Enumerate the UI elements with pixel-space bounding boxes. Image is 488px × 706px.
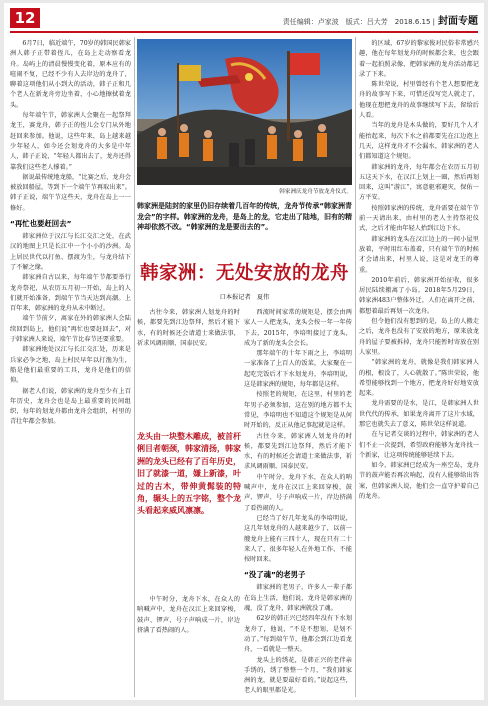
subheading: “再忙也要赶回去” bbox=[10, 219, 72, 229]
paragraph: 古往今来，韩家洲人划龙舟的时候，都要先到江边祭拜，然后才能下水，有的时候还会请道士来做法事，祈求风调雨顺、国泰民安。 bbox=[137, 309, 240, 347]
paragraph: 62岁的韩正兴已经四年没有下水划龙舟了，他说，“不是不想划，是划不动了。”每到端午节，他都会到江边看龙舟，一看就是一整天。 bbox=[244, 615, 352, 654]
byline: 口本报记者 夏伟 bbox=[219, 294, 270, 301]
paragraph: 韩家洲的老男子，许多人一辈子都在岛上生活，他们说，龙舟是韩家洲的魂，没了龙舟，韩家洲就没了魂。 bbox=[244, 584, 352, 613]
subheading: “没了魂”的老男子 bbox=[244, 570, 306, 580]
paragraph: 韩家洲的龙头在汉江边上的一间小屋里放着，平时用红布盖着，只有端午节的时候才会请出来，村里人说，这是对龙王的尊重。 bbox=[359, 235, 479, 274]
paragraph: 每年端午节，韩家洲人会聚在一起祭拜龙王，赛龙舟，韩子正的侄儿会专门从外地赶回来参加。他说，这些年来，岛上越来越少年轻人，如今还会划龙舟的大多是中年人，韩子正说，“年轻人都出去了，龙舟还得靠我们这些老人撑着。” bbox=[10, 112, 131, 171]
dragon-boat-photo bbox=[137, 39, 352, 185]
paragraph: 陈世荣说，村里曾经有个老人想要把龙舟的故事写下来，可惜还没写完人就走了，他现在想把龙舟的故事继续写下去，留给后人看。 bbox=[359, 81, 479, 120]
lead-paragraph-block bbox=[137, 201, 352, 255]
paragraph: 韩家洲自古以来，每年端午节都要举行龙舟祭祀，从农历五月初一开始，岛上的人们就开始准备，到端午节当天达到高潮。上百年来，韩家洲的龙舟从未中断过。 bbox=[10, 274, 131, 313]
paragraph: “韩家洲的龙舟，就像是我们韩家洲人的根，根没了，人心就散了。”陈世荣说，他希望能够找到一个地方，把龙舟好好地安放起来。 bbox=[359, 359, 479, 398]
text-column-2-left-top bbox=[137, 308, 240, 428]
paragraph: 龙头上的绣花，是韩正兴的老伴亲手绣的，绣了整整一个月，“我们韩家洲的龙，就是要最好看的。”说起这些，老人的眼里都是光。 bbox=[244, 656, 352, 695]
paragraph: 韩家洲的龙舟，每年都会在农历五月初五这天下水，在汉江上划上一圈，然后再划回来，这叫“游江”，寓意驱邪避灾，保佑一方平安。 bbox=[359, 163, 479, 202]
paragraph: 的区域，67岁的黎家俊对民俗非常感兴趣，他在每年划龙舟的时候都会来，也会跟着一起拍照录像，把韩家洲的龙舟活动都记录了下来。 bbox=[359, 40, 479, 78]
newspaper-page bbox=[4, 3, 484, 700]
paragraph: 据说最传统地龙船，“比赛之后，龙舟会被放回船屋，等到下一个端午节再取出来”。韩子正说，端午节这些天，龙舟在岛上一一修好。 bbox=[10, 173, 131, 212]
header-meta bbox=[283, 12, 478, 27]
header-rule bbox=[10, 31, 478, 33]
main-headline: 韩家洲：无处安放的龙舟 bbox=[139, 263, 349, 284]
pull-quote-text: 龙头由一块整木雕成，被首杆俐目者朝颈，韩家清扬，韩家洲的龙头已经有了百年历史，旧了就漆一道，嫌上新漆，叶过的古木，带伸黄髯装的特角，辗头上的五字铭，整个龙头看起来威风凛凛。 bbox=[137, 432, 241, 516]
editor-credits: 责任编辑：卢家波 版式：吕大芳 2018.6.15 | bbox=[282, 18, 435, 26]
photo-caption: 韩家洲庆龙舟节放龙舟仪式。 bbox=[279, 189, 352, 195]
page-number: 12 bbox=[10, 8, 40, 28]
paragraph: 龙舟需要的是水，是江，是韩家洲人世世代代的传承，如果龙舟离开了这片水域，那它也就失去了意义，陈世荣这样说道。 bbox=[359, 400, 479, 428]
paragraph: 中午时分，龙舟下水，在众人的呐喊声中，龙舟在汉江上来回穿梭，鼓声、锣声、号子声响成一片，岸边挤满了看热闹的人。 bbox=[137, 596, 240, 634]
paragraph: 当年的龙舟是木头做的，要好几个人才能抬起来，每次下水之前都要先在江边泡上几天，这样龙舟才不会漏水，韩家洲的老人们都知道这个规矩。 bbox=[359, 122, 479, 161]
paragraph: 在与记者交谈的过程中，韩家洲的老人们不止一次提到，希望政府能够为龙舟找一个新家，让这项传统能够延续下去。 bbox=[359, 431, 479, 459]
paragraph: 据老人们说，韩家洲的龙舟至少有上百年历史，龙舟会也是岛上最重要的民间组织，每年的划龙舟都由龙舟会组织，村里的青壮年都会参加。 bbox=[10, 387, 131, 426]
paragraph: 端午节前夕，离家在外的韩家洲人会陆续回到岛上，他们说“再忙也要赶回去”，对于韩家洲人来说，端午节比春节还要重要。 bbox=[10, 315, 131, 344]
paragraph: 按照韩家洲的传统，龙舟需要在端午节前一天请出来，由村里的老人主持祭祀仪式，之后才能由年轻人抬到江边下水。 bbox=[359, 204, 479, 233]
paragraph: 那年端午的十年下雨之上，李培明一家准备了上百人的饭菜，大家聚在一起吃完饭后才下水划龙舟，李培明说，这是韩家洲的规矩，每年都是这样。 bbox=[244, 350, 352, 389]
paragraph: 西流时间家常的规矩是，摆会由两家人一人把龙头，龙头会按一年一年传下去，2015年，李培明接过了龙头，成为了新的龙头会会长。 bbox=[244, 309, 352, 347]
paragraph: 2010年前后，韩家洲开始征收，很多居民陆续搬离了小岛，2018年5月29日，韩家洲483户整体外迁，人们在离开之前，都想着最后再划一次龙舟。 bbox=[359, 276, 479, 315]
column-divider bbox=[355, 37, 356, 697]
paragraph: 6月7日，临近端午，70岁的韩国民韩家洲人韩子正带着侄儿，在岛上走动察看龙舟。岛屿上的清晨慢慢变化着，原本应有的喧闹不复，已经不少有人去岸边的龙舟了，聊着这项他们从小到大的活动，韩子正和几个老人在新龙舟旁边坐着，小心地擦拭着龙头。 bbox=[10, 40, 131, 109]
paragraph: 中午时分，龙舟下水，在众人的呐喊声中，龙舟在汉江上来回穿梭，鼓声、锣声、号子声响成一片，岸边挤满了看热闹的人。 bbox=[244, 473, 352, 512]
text-column-2-left-bottom bbox=[137, 595, 240, 697]
text-column-1 bbox=[10, 39, 131, 697]
paragraph: 如今，韩家洲已经成为一座空岛，龙舟节的鼓声能否再次响起，没有人能够给出答案，但韩家洲人说，他们会一直守护着自己的龙舟。 bbox=[359, 462, 479, 501]
pull-quote bbox=[137, 431, 241, 591]
paragraph: 古往今来，韩家洲人划龙舟的时候，都要先到江边祭拜，然后才能下水，有的时候还会请道士来做法事，祈求风调雨顺、国泰民安。 bbox=[244, 432, 352, 471]
paragraph: 按照老的规矩，在这里，村里的老年男子必须参加，这在别的地方都不太常见，李培明也不知道这个规矩是从何时开始的，反正从他记事起就是这样。 bbox=[244, 391, 352, 430]
text-column-2 bbox=[244, 308, 352, 697]
paragraph: 已经当了好几年龙头的李培明说，这几年划龙舟的人越来越少了，以前一艘龙舟上能有三四十人，现在只有二十来人了，很多年轻人在外地工作，不能按时回来。 bbox=[244, 514, 352, 564]
paragraph: 韩家洲位于汉江与长江交汇之处，在武汉的地图上只是长江中一个小小的沙洲。岛上居民世代以打鱼、摆渡为生，与龙舟结下了不解之缘。 bbox=[10, 233, 131, 271]
page-header bbox=[4, 3, 484, 33]
column-divider bbox=[134, 37, 135, 697]
dragon-boat-photo-illustration bbox=[137, 39, 352, 185]
paragraph: 韩家洲地处汉江与长江交汇处，历来是兵家必争之地，岛上村民早年以打渔为生，船是他们最重要的工具，龙舟是他们的信仰。 bbox=[10, 346, 131, 385]
section-title: 封面专题 bbox=[438, 16, 478, 27]
text-column-3 bbox=[359, 39, 479, 697]
paragraph: 但令他们没有想到的是，岛上的人搬走之后，龙舟也没有了安放的地方，原来放龙舟的屋子要被拆掉，龙舟只能暂时寄放在别人家里。 bbox=[359, 318, 479, 356]
lead-paragraph: 韩家洲是陆封的家里仍旧存续着几百年的传统，龙舟节传承“韩家洲青龙会”的字样。韩家洲的龙舟，是岛上的龙，它走出了陆地，旧有的精神却依然不改。“韩家洲的龙是要出去的”。 bbox=[137, 202, 352, 231]
